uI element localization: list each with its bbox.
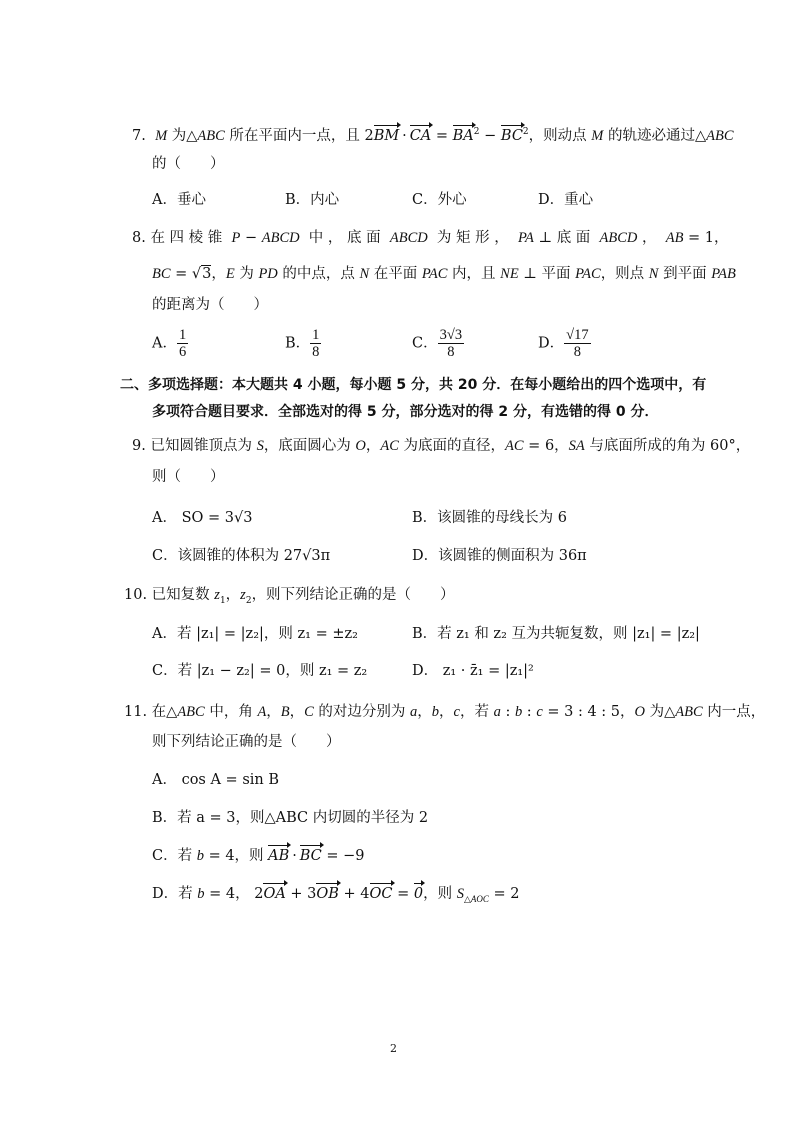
q8-b-fraction: $\frac{1}{8}$	[312, 327, 320, 360]
question-8-line3: 的距离为（ ）	[152, 297, 268, 313]
q7-option-a[interactable]: A．垂心	[152, 192, 206, 208]
q8-c-fraction: $\frac{3√3}{8}$	[439, 327, 463, 360]
section-2-heading: 二、多项选择题：本大题共 4 小题，每小题 5 分，共 20 分．在每小题给出的四个选项中，有	[120, 377, 707, 393]
question-7-cont: 的（ ）	[152, 156, 225, 172]
q11-option-d[interactable]: D．若 b = 4， 2OA + 3OB + 4OC = 0，则 $S_{\triangle AOC} = 2$	[152, 886, 520, 905]
q7-number: 7.	[132, 127, 146, 144]
q7-option-b[interactable]: B．内心	[285, 192, 340, 208]
question-9-cont: 则（ ）	[152, 469, 225, 485]
q8-a-fraction: $\frac{1}{6}$	[178, 327, 187, 360]
q9-option-a[interactable]: A． SO = 3√3	[152, 510, 253, 526]
q10-option-b[interactable]: B．若 z₁ 和 z₂ 互为共轭复数，则 |z₁| = |z₂|	[412, 626, 700, 642]
question-11: 11. 在△ABC 中，角 A，B，C 的对边分别为 a，b，c，若 a : b : c = 3 : 4 : 5，O 为△ABC 内一点，	[124, 704, 766, 720]
question-9: 9. 已知圆锥顶点为 S，底面圆心为 O，AC 为底面的直径，AC = 6，SA 与底面所成的角为 60°，	[132, 438, 751, 454]
question-8-line2: BC = √3，E 为 PD 的中点，点 N 在平面 PAC 内，且 NE ⊥ 平面 PAC，则点 N 到平面 PAB	[152, 266, 736, 282]
page-number: 2	[390, 1042, 397, 1055]
q9-option-c[interactable]: C．该圆锥的体积为 27√3π	[152, 548, 331, 564]
q7-option-d[interactable]: D．重心	[538, 192, 594, 208]
section-2-heading-cont: 多项符合题目要求．全部选对的得 5 分，部分选对的得 2 分，有选错的得 0 分．	[152, 404, 659, 420]
q8-option-c[interactable]: C． $\frac{3√3}{8}$	[412, 327, 463, 360]
q7-option-c[interactable]: C．外心	[412, 192, 467, 208]
q11-option-c[interactable]: C．若 b = 4，则 AB · BC = −9	[152, 848, 365, 864]
q8-option-b[interactable]: B． $\frac{1}{8}$	[285, 327, 320, 360]
q8-option-d[interactable]: D． $\frac{√17}{8}$	[538, 327, 589, 360]
q10-option-a[interactable]: A．若 |z₁| = |z₂|，则 z₁ = ±z₂	[152, 626, 358, 642]
q8-d-fraction: $\frac{√17}{8}$	[566, 327, 589, 360]
question-11-cont: 则下列结论正确的是（ ）	[152, 734, 341, 750]
q10-option-d[interactable]: D． z₁ · z̄₁ = |z₁|²	[412, 663, 534, 679]
question-10: 10. 已知复数 $z_1$，$z_2$，则下列结论正确的是（ ）	[124, 587, 455, 606]
q8-option-a[interactable]: A． $\frac{1}{6}$	[152, 327, 187, 360]
question-8: 8. 在 四 棱 锥 P − ABCD 中 ， 底 面 ABCD 为 矩 形 ， PA ⊥ 底 面 ABCD ， AB = 1，	[132, 230, 729, 246]
q11-option-b[interactable]: B．若 a = 3，则△ABC 内切圆的半径为 2	[152, 810, 429, 826]
question-7: 7. M 为△ABC 所在平面内一点，且 2BM · CA = $BA^2 - BC^2$，则动点 M 的轨迹必通过△ABC	[132, 127, 734, 144]
q11-option-a[interactable]: A． cos A = sin B	[152, 772, 280, 788]
q9-option-d[interactable]: D．该圆锥的侧面积为 36π	[412, 548, 587, 564]
q9-option-b[interactable]: B．该圆锥的母线长为 6	[412, 510, 567, 526]
q10-option-c[interactable]: C．若 |z₁ − z₂| = 0，则 z₁ = z₂	[152, 663, 368, 679]
